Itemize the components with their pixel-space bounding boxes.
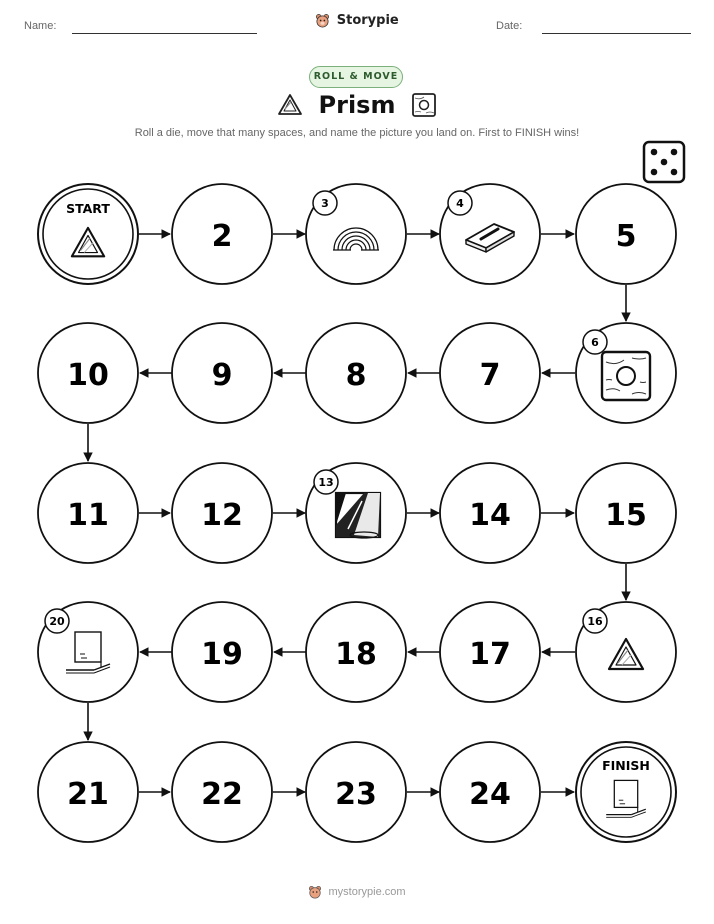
board-spaces xyxy=(38,184,676,842)
space-7[interactable] xyxy=(440,323,540,423)
space-20[interactable] xyxy=(38,602,138,702)
space-number: 12 xyxy=(201,498,243,533)
space-number: 10 xyxy=(67,358,109,393)
name-label: Name: xyxy=(24,20,57,32)
space-19[interactable] xyxy=(172,602,272,702)
space-14[interactable] xyxy=(440,463,540,563)
space-number-badge: 16 xyxy=(587,615,603,628)
die-icon xyxy=(644,142,684,182)
finish-label: FINISH xyxy=(602,758,650,773)
space-11[interactable] xyxy=(38,463,138,563)
space-2[interactable] xyxy=(172,184,272,284)
space-start[interactable] xyxy=(38,184,138,284)
space-5[interactable] xyxy=(576,184,676,284)
light-beam-picture-icon xyxy=(336,493,380,538)
space-6[interactable] xyxy=(576,323,676,423)
bear-mascot-icon xyxy=(308,885,322,899)
space-finish[interactable] xyxy=(576,742,676,842)
space-number: 22 xyxy=(201,777,243,812)
brand-name: Storypie xyxy=(336,13,399,28)
space-number: 17 xyxy=(469,637,511,672)
space-number: 2 xyxy=(211,219,233,254)
space-number: 5 xyxy=(615,219,637,254)
space-23[interactable] xyxy=(306,742,406,842)
footer-url[interactable]: mystorypie.com xyxy=(328,885,406,898)
space-number-badge: 20 xyxy=(49,615,65,628)
date-label: Date: xyxy=(496,20,523,32)
space-3[interactable] xyxy=(306,184,406,284)
space-number-badge: 13 xyxy=(318,476,334,489)
space-22[interactable] xyxy=(172,742,272,842)
page-title: Prism xyxy=(318,91,396,119)
space-21[interactable] xyxy=(38,742,138,842)
start-label: START xyxy=(66,201,110,216)
space-number-badge: 4 xyxy=(456,197,464,210)
space-13[interactable] xyxy=(306,463,406,563)
wood-block-picture-icon xyxy=(602,352,650,400)
space-4[interactable] xyxy=(440,184,540,284)
space-12[interactable] xyxy=(172,463,272,563)
game-type-badge: ROLL & MOVE xyxy=(309,66,403,88)
space-number: 7 xyxy=(479,358,501,393)
space-number: 11 xyxy=(67,498,109,533)
space-number: 21 xyxy=(67,777,109,812)
space-15[interactable] xyxy=(576,463,676,563)
space-number: 9 xyxy=(211,358,233,393)
footer xyxy=(0,885,714,899)
space-number: 23 xyxy=(335,777,377,812)
space-number: 18 xyxy=(335,637,377,672)
space-16[interactable] xyxy=(576,602,676,702)
space-number: 19 xyxy=(201,637,243,672)
space-number: 24 xyxy=(469,777,511,812)
space-8[interactable] xyxy=(306,323,406,423)
space-10[interactable] xyxy=(38,323,138,423)
space-number-badge: 3 xyxy=(321,197,329,210)
space-number-badge: 6 xyxy=(591,336,599,349)
space-17[interactable] xyxy=(440,602,540,702)
space-24[interactable] xyxy=(440,742,540,842)
space-number: 15 xyxy=(605,498,647,533)
space-number: 14 xyxy=(469,498,511,533)
space-9[interactable] xyxy=(172,323,272,423)
space-18[interactable] xyxy=(306,602,406,702)
instructions: Roll a die, move that many spaces, and name the picture you land on. First to FINISH wins! xyxy=(134,127,580,139)
space-number: 8 xyxy=(345,358,367,393)
